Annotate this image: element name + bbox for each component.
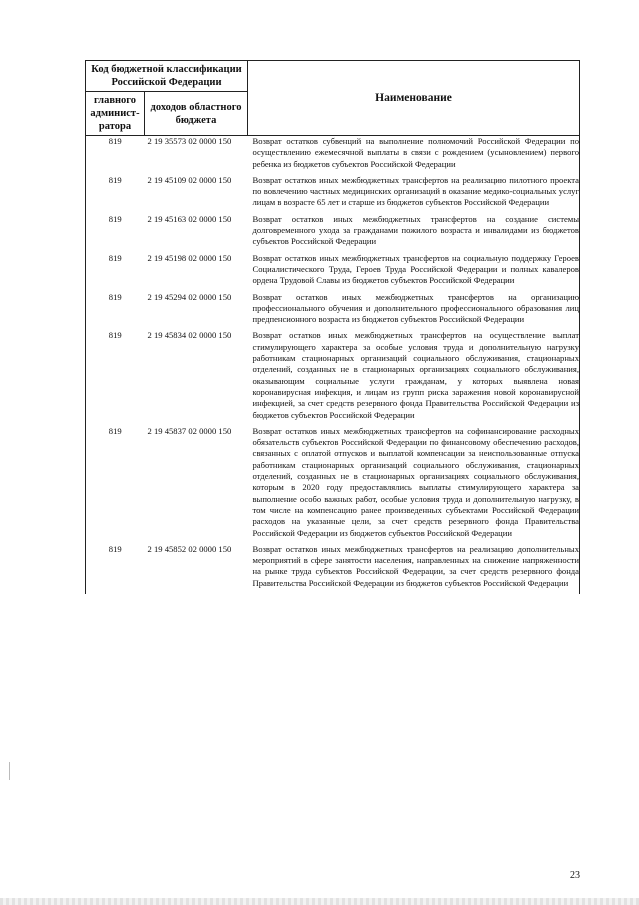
header-name: Наименование — [248, 61, 580, 136]
header-admin: главного админист-ратора — [86, 92, 145, 136]
table-row — [86, 292, 580, 331]
table-row — [86, 136, 580, 175]
header-income: доходов областного бюджета — [145, 92, 248, 136]
scan-bottom-edge — [0, 898, 639, 905]
budget-classification-table — [85, 60, 580, 594]
name-cell: Возврат остатков иных межбюджетных трансфертов на организацию профессионального обучения и дополнительного профессионального образования лиц предпенсионного возраста из бюджетов субъектов Российской Федерации — [248, 292, 580, 331]
admin-code-cell: 819 — [86, 330, 145, 425]
table-row — [86, 214, 580, 253]
scan-artifact-mark — [9, 762, 10, 780]
income-code-cell: 2 19 45163 02 0000 150 — [147, 213, 232, 224]
income-code-cell: 2 19 45852 02 0000 150 — [147, 543, 232, 554]
income-code-cell: 2 19 45198 02 0000 150 — [147, 252, 232, 263]
income-code-cell: 2 19 45834 02 0000 150 — [147, 330, 232, 341]
income-code-cell: 2 19 45109 02 0000 150 — [147, 174, 232, 185]
income-code-cell: 2 19 45837 02 0000 150 — [147, 425, 232, 436]
name-cell: Возврат остатков субвенций на выполнение полномочий Российской Федерации по осуществлению ежемесячной выплаты в связи с рождением (усыновлением) первого ребенка из бюджетов субъектов Российской Федерации — [248, 136, 580, 175]
name-cell: Возврат остатков иных межбюджетных трансфертов на социальную поддержку Героев Социалистического Труда, Героев Труда Российской Федерации и полных кавалеров ордена Трудовой Славы из бюджетов субъектов Российской Федерации — [248, 253, 580, 292]
header-budget-code-group: Код бюджетной классификации Российской Федерации — [86, 61, 248, 92]
table-row — [86, 544, 580, 594]
admin-code-cell: 819 — [86, 175, 145, 214]
name-cell: Возврат остатков иных межбюджетных трансфертов на софинансирование расходных обязательств субъектов Российской Федерации по финансовому обеспечению расходов, связанных с оплатой отпусков и выплатой компенсации за неиспользованные отпуска работникам стационарных организаций социального обслуживания, стационарных отделений, созданных не в стационарных организациях социального обслуживания, которым в 2020 году предоставлялись выплаты стимулирующего характера за выполнение особо важных работ, особые условия труда и дополнительную нагрузку, в том числе на компенсацию ранее произведенных субъектами Российской Федерации расходов на указанные цели, за счет средств резервного фонда Правительства Российской Федерации из бюджетов субъектов Российской Федерации — [248, 426, 580, 544]
income-code-cell: 2 19 35573 02 0000 150 — [147, 136, 232, 146]
name-cell: Возврат остатков иных межбюджетных трансфертов на реализацию пилотного проекта по вовлечению частных медицинских организаций в оказание медико-социальных услуг лицам в возрасте 65 лет и старше из бюджетов субъектов Российской Федерации — [248, 175, 580, 214]
table-row — [86, 253, 580, 292]
admin-code-cell: 819 — [86, 426, 145, 544]
admin-code-cell: 819 — [86, 292, 145, 331]
name-cell: Возврат остатков иных межбюджетных трансфертов на реализацию дополнительных мероприятий в сфере занятости населения, направленных на снижение напряженности на рынке труда субъектов Российской Федерации, за счет средств резервного фонда Правительства Российской Федерации из бюджетов субъектов Российской Федерации — [248, 544, 580, 594]
name-cell: Возврат остатков иных межбюджетных трансфертов на создание системы долговременного ухода за гражданами пожилого возраста и инвалидами из бюджетов субъектов Российской Федерации — [248, 214, 580, 253]
admin-code-cell: 819 — [86, 214, 145, 253]
page-number: 23 — [570, 870, 580, 881]
table-row — [86, 175, 580, 214]
table-row — [86, 330, 580, 425]
table-row — [86, 426, 580, 544]
admin-code-cell: 819 — [86, 136, 145, 175]
name-cell: Возврат остатков иных межбюджетных трансфертов на осуществление выплат стимулирующего характера за особые условия труда и дополнительную нагрузку работникам стационарных организаций социального обслуживания, стационарных отделений, созданных не в стационарных организациях социального обслуживания, оказывающим социальные услуги гражданам, у которых выявлена новая коронавирусная инфекция, и лицам из групп риска заражения новой коронавирусной инфекцией, за счет средств резервного фонда Правительства Российской Федерации из бюджетов субъектов Российской Федерации — [248, 330, 580, 425]
admin-code-cell: 819 — [86, 544, 145, 594]
admin-code-cell: 819 — [86, 253, 145, 292]
income-code-cell: 2 19 45294 02 0000 150 — [147, 291, 232, 302]
table-body — [86, 136, 580, 594]
